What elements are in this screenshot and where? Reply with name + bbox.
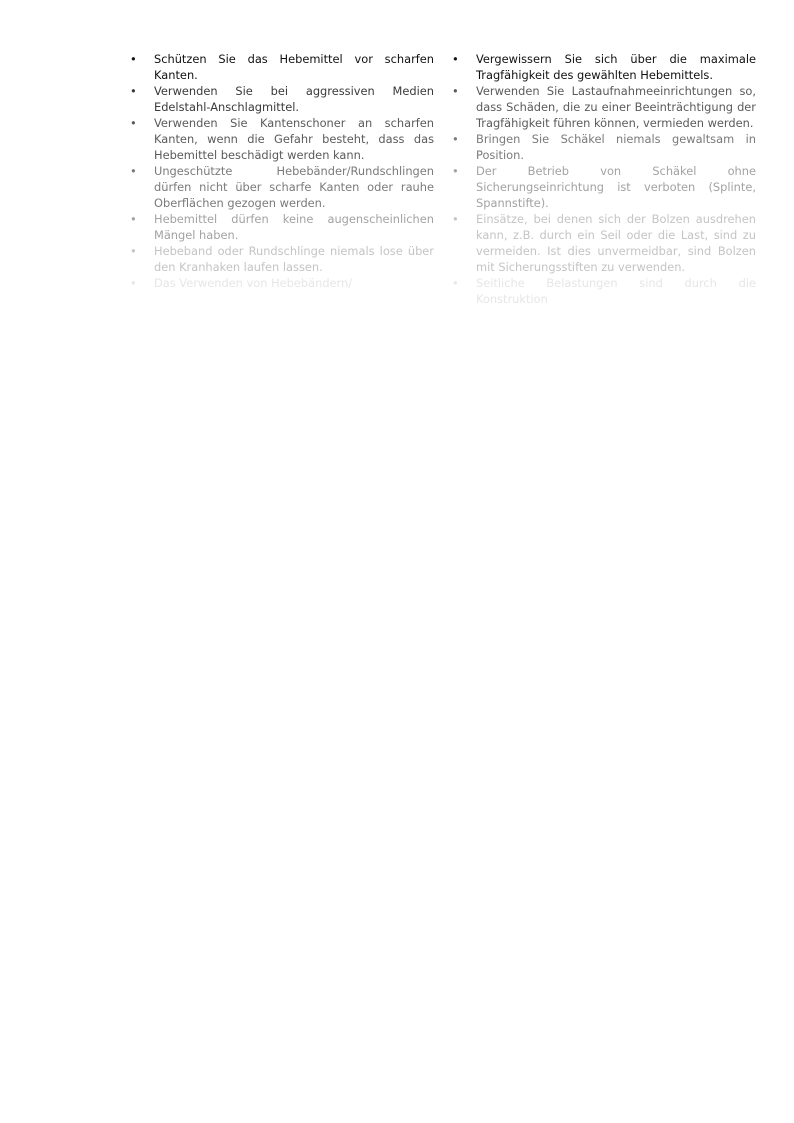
list-item-text: Verwenden Sie bei aggressiven Medien Edelstahl-Anschlagmittel. <box>154 84 434 114</box>
list-item <box>126 83 434 115</box>
list-item <box>126 211 434 243</box>
bullet-icon: • <box>452 212 459 226</box>
list-item-text: Seitliche Belastungen sind durch die Konstruktion <box>476 276 756 306</box>
list-item-text: Das Verwenden von Hebebändern/ <box>154 276 353 290</box>
bullet-icon: • <box>130 244 137 258</box>
list-item <box>448 131 756 163</box>
list-item <box>448 211 756 275</box>
list-item <box>448 163 756 211</box>
list-item-text: Vergewissern Sie sich über die maximale Tragfähigkeit des gewählten Hebemittels. <box>476 52 756 82</box>
list-item <box>448 83 756 131</box>
list-item-text: Einsätze, bei denen sich der Bolzen ausdrehen kann, z.B. durch ein Seil oder die Last, sind zu vermeiden. Ist dies unvermeidbar, sind Bolzen mit Sicherungsstiften zu verwenden. <box>476 212 756 274</box>
bullet-icon: • <box>130 52 137 66</box>
bullet-icon: • <box>452 164 459 178</box>
list-item-text: Hebemittel dürfen keine augenscheinlichen Mängel haben. <box>154 212 434 242</box>
list-item-text: Schützen Sie das Hebemittel vor scharfen Kanten. <box>154 52 434 82</box>
list-item-text: Hebeband oder Rundschlinge niemals lose über den Kranhaken laufen lassen. <box>154 244 434 274</box>
bullet-icon: • <box>130 116 137 130</box>
right-column-list <box>448 51 756 307</box>
list-item <box>448 275 756 307</box>
left-column-list <box>126 51 434 291</box>
bullet-icon: • <box>452 52 459 66</box>
bullet-icon: • <box>130 164 137 178</box>
bullet-icon: • <box>452 132 459 146</box>
bullet-icon: • <box>452 84 459 98</box>
list-item-text: Bringen Sie Schäkel niemals gewaltsam in Position. <box>476 132 756 162</box>
list-item <box>126 163 434 211</box>
list-item <box>126 115 434 163</box>
bullet-icon: • <box>452 276 459 290</box>
list-item-text: Verwenden Sie Lastaufnahmeeinrichtungen so, dass Schäden, die zu einer Beeinträchtigung der Tragfähigkeit führen können, vermieden werden. <box>476 84 756 130</box>
list-item <box>126 275 434 291</box>
list-item-text: Der Betrieb von Schäkel ohne Sicherungseinrichtung ist verboten (Splinte, Spannstifte). <box>476 164 756 210</box>
bullet-icon: • <box>130 212 137 226</box>
list-item <box>448 51 756 83</box>
text-region <box>0 51 794 306</box>
list-item <box>126 51 434 83</box>
bullet-icon: • <box>130 84 137 98</box>
bullet-icon: • <box>130 276 137 290</box>
list-item <box>126 243 434 275</box>
list-item-text: Ungeschützte Hebebänder/Rundschlingen dürfen nicht über scharfe Kanten oder rauhe Oberflächen gezogen werden. <box>154 164 434 210</box>
list-item-text: Verwenden Sie Kantenschoner an scharfen Kanten, wenn die Gefahr besteht, dass das Hebemittel beschädigt werden kann. <box>154 116 434 162</box>
